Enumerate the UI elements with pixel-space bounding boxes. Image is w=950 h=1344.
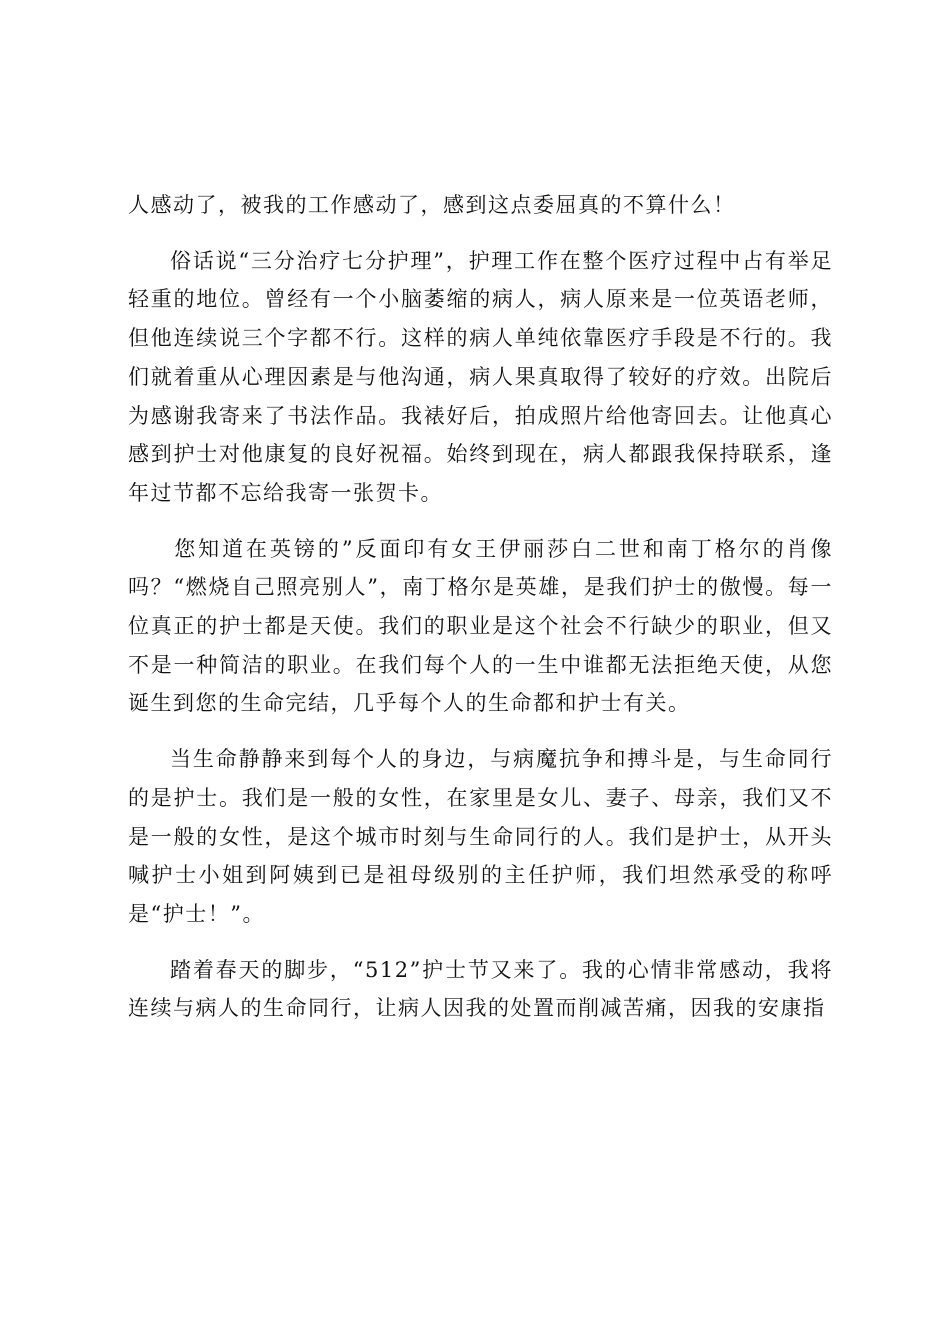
paragraph: 踏着春天的脚步，“512”护士节又来了。我的心情非常感动，我将连续与病人的生命同行，让病人因我的处置而削减苦痛，因我的安康指 [128, 957, 833, 1021]
paragraph-continuation: 人感动了，被我的工作感动了，感到这点委屈真的不算什么！ [128, 193, 736, 217]
paragraph: 当生命静静来到每个人的身边，与病魔抗争和搏斗是，与生命同行的是护士。我们是一般的女性，在家里是女儿、妻子、母亲，我们又不是一般的女性，是这个城市时刻与生命同行的人。我们是护士，从开头喊护士小姐到阿姨到已是祖母级别的主任护师，我们坦然承受的称呼是“护士！”。 [128, 747, 833, 926]
document-body [128, 186, 833, 1045]
paragraph: 俗话说“三分治疗七分护理”，护理工作在整个医疗过程中占有举足轻重的地位。曾经有一个小脑萎缩的病人，病人原来是一位英语老师，但他连续说三个字都不行。这样的病人单纯依靠医疗手段是不行的。我们就着重从心理因素是与他沟通，病人果真取得了较好的疗效。出院后为感谢我寄来了书法作品。我裱好后，拍成照片给他寄回去。让他真心感到护士对他康复的良好祝福。始终到现在，病人都跟我保持联系，逢年过节都不忘给我寄一张贺卡。 [128, 248, 833, 505]
paragraph: 您知道在英镑的”反面印有女王伊丽莎白二世和南丁格尔的肖像吗？“燃烧自己照亮别人”，南丁格尔是英雄，是我们护士的傲慢。每一位真正的护士都是天使。我们的职业是这个社会不行缺少的职业，但又不是一种简洁的职业。在我们每个人的一生中谁都无法拒绝天使，从您诞生到您的生命完结，几乎每个人的生命都和护士有关。 [128, 536, 833, 716]
